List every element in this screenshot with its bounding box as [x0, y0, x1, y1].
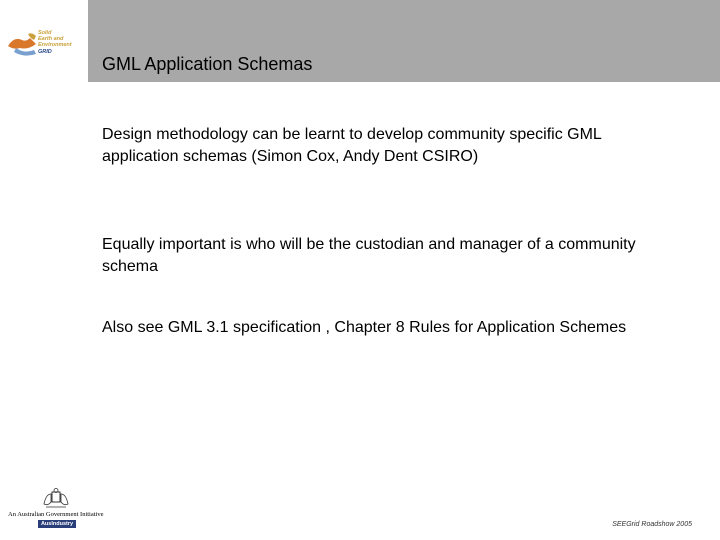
logo-line-1: Solid: [38, 30, 52, 36]
paragraph-3: Also see GML 3.1 specification , Chapter 8 Rules for Application Schemes: [102, 319, 627, 336]
gov-initiative-text: An Australian Government Initiative: [8, 511, 104, 518]
ausindustry-badge: AusIndustry: [38, 520, 76, 528]
paragraph-2: Equally important is who will be the custodian and manager of a community schema: [102, 236, 636, 275]
coat-of-arms-icon: [42, 488, 70, 510]
logo-text: [38, 30, 72, 55]
footer-credit: SEEGrid Roadshow 2005: [612, 521, 692, 528]
logo-line-2: Earth and: [38, 36, 64, 43]
logo-line-3: Environment: [38, 42, 72, 49]
logo-line-4: GRID: [38, 48, 52, 55]
slide-title: GML Application Schemas: [102, 54, 313, 74]
paragraph-1: Design methodology can be learnt to develop community specific GML application schemas (Simon Cox, Andy Dent CSIRO): [102, 126, 602, 165]
